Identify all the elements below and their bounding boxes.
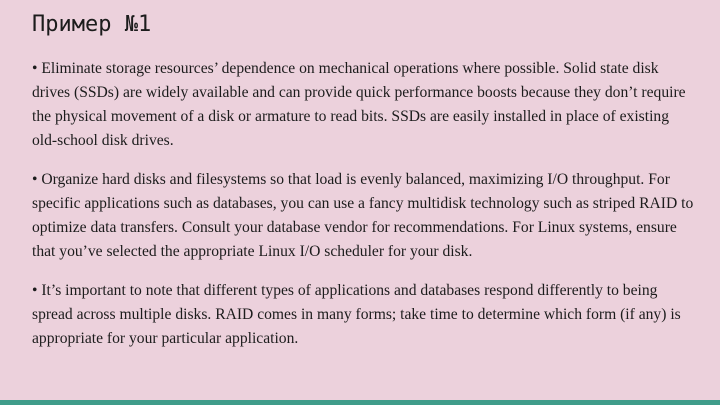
accent-bar: [0, 400, 720, 405]
bullet-paragraph-ssd: • Eliminate storage resources’ dependence on mechanical operations where possible. Solid state disk drives (SSDs) are widely available and can provide quick performance boosts because they don’t require the physical movement of a disk or armature to read bits. SSDs are easily installed in place of existing old-school disk drives.: [32, 60, 686, 149]
bullet-paragraph-load-balancing: • Organize hard disks and filesystems so that load is evenly balanced, maximizing I/O throughput. For specific applications such as databases, you can use a fancy multidisk technology such as striped RAID to optimize data transfers. Consult your database vendor for recommendations. For Linux systems, ensure that you’ve selected the appropriate Linux I/O scheduler for your disk.: [32, 171, 694, 260]
bullet-paragraph-application-differences: • It’s important to note that different types of applications and databases respond differently to being spread across multiple disks. RAID comes in many forms; take time to determine which form (if any) is appropriate for your particular application.: [32, 282, 681, 347]
slide-title: Пример №1: [32, 12, 152, 37]
slide-body: [32, 57, 694, 366]
